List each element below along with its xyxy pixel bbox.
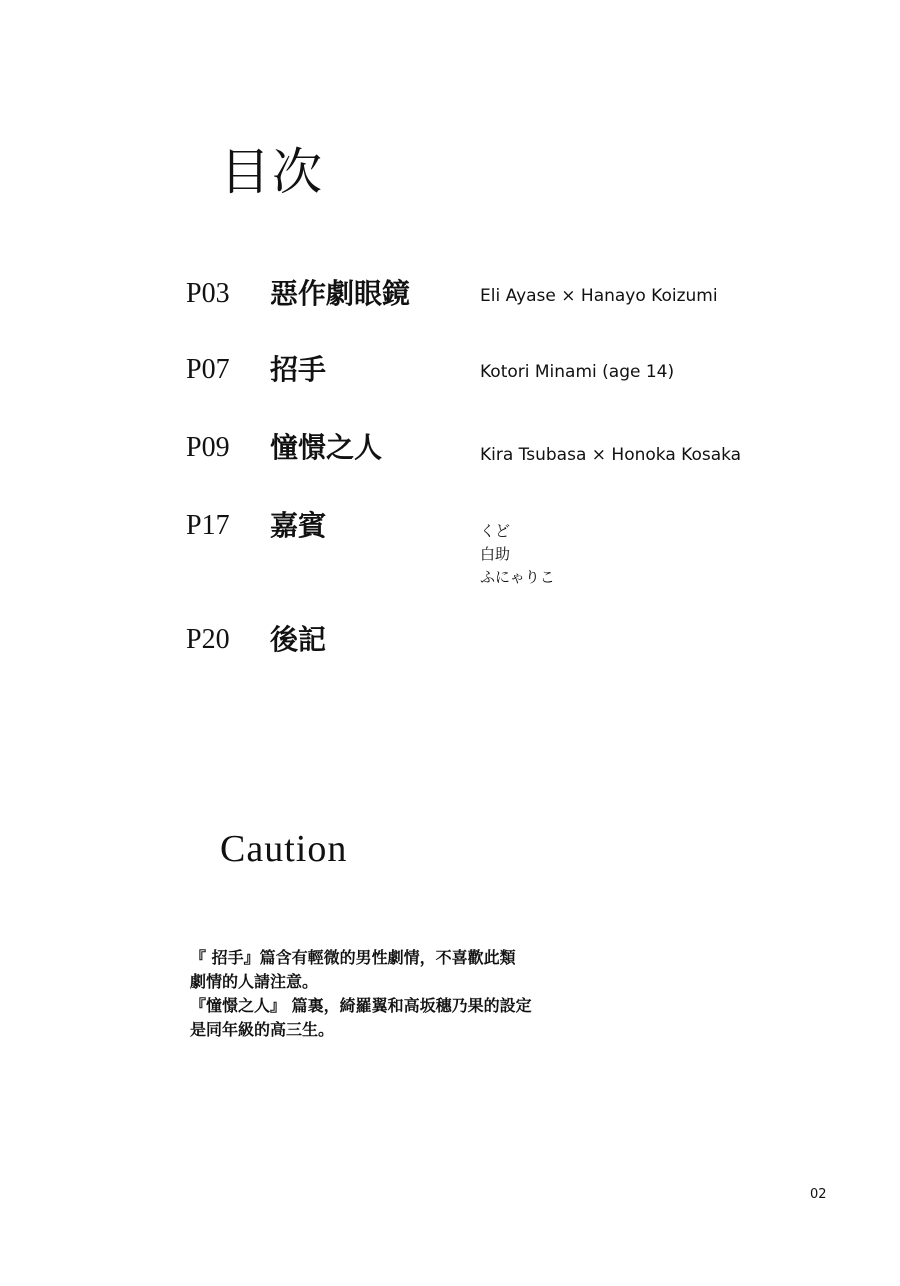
toc-page-number: P09 bbox=[186, 432, 230, 463]
caution-text bbox=[190, 946, 590, 1042]
toc-page-number: P03 bbox=[186, 278, 230, 309]
page-number: 02 bbox=[810, 1187, 827, 1202]
toc-page-number: P20 bbox=[186, 624, 230, 655]
page-title: 目次 bbox=[220, 143, 324, 201]
caution-title: Caution bbox=[220, 828, 348, 870]
toc-pairing-note: Kotori Minami (age 14) bbox=[480, 362, 675, 382]
guest-name: くど bbox=[480, 522, 511, 540]
toc-pairing-note: Eli Ayase × Hanayo Koizumi bbox=[480, 286, 718, 306]
toc-chapter-title: 後記 bbox=[270, 623, 327, 656]
guest-name: 白助 bbox=[480, 545, 511, 563]
toc-chapter-title: 招手 bbox=[270, 353, 327, 386]
toc-chapter-title: 憧憬之人 bbox=[270, 431, 383, 464]
caution-line: 『 招手』篇含有輕微的男性劇情，不喜歡此類 bbox=[190, 948, 516, 967]
toc-pairing-note: Kira Tsubasa × Honoka Kosaka bbox=[480, 445, 742, 465]
guest-name: ふにゃりこ bbox=[480, 568, 555, 586]
caution-line: 劇情的人請注意。 bbox=[190, 972, 319, 991]
caution-line: 『憧憬之人』 篇裏，綺羅翼和高坂穗乃果的設定 bbox=[190, 996, 532, 1015]
toc-page-number: P07 bbox=[186, 354, 230, 385]
toc-chapter-title: 嘉賓 bbox=[270, 509, 327, 542]
toc-chapter-title: 惡作劇眼鏡 bbox=[270, 277, 411, 310]
toc-page-number: P17 bbox=[186, 510, 230, 541]
guest-list bbox=[480, 520, 555, 589]
caution-line: 是同年級的高三生。 bbox=[190, 1020, 335, 1039]
